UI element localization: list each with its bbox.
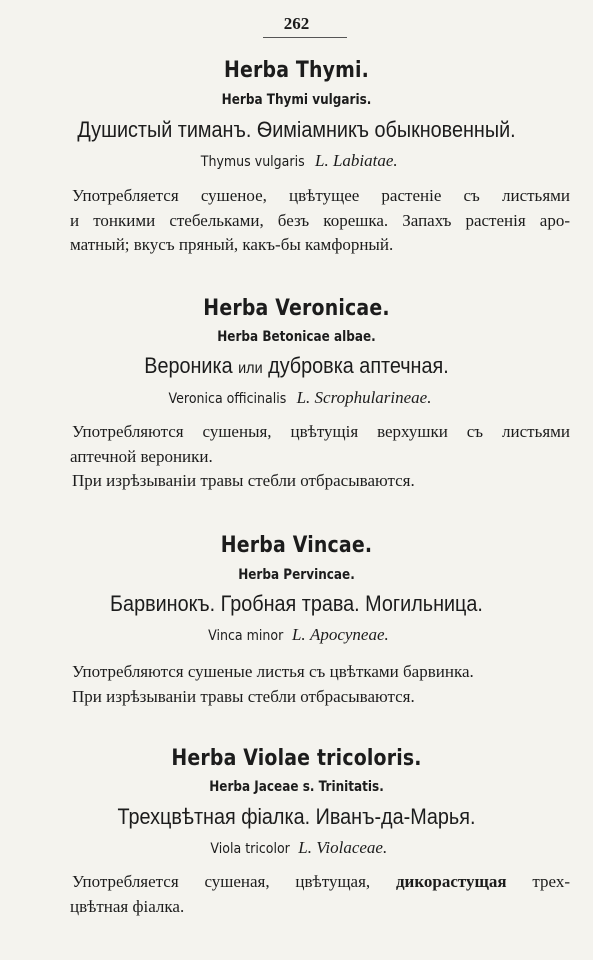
author: L. [296,388,311,407]
section-title-vincae: Herba Vincae. [220,533,373,558]
synonym-thymi: Herba Thymi vulgaris. [221,92,372,108]
page-number: 262 [283,14,310,33]
botanical-name-vincae [0,625,593,645]
text-line: аптечной вероники. [70,446,213,466]
text-line: матный; вкусъ пряный, какъ-бы камфорный. [70,235,394,254]
author: L. [291,625,306,644]
text-line: цвѣтная фіалка. [70,896,185,916]
section-title-thymi: Herba Thymi. [223,58,370,83]
text-part: трех- [532,872,571,891]
text-part: Употребляется сушеная, цвѣтущая, [72,872,371,891]
text-line: и тонкими стебельками, безъ корешка. Запахъ растенія аро- [70,210,570,230]
header-rule [263,37,347,38]
russian-name-b: дубровка аптечная. [268,353,449,378]
species: Veronica officinalis [168,391,286,407]
russian-name-vincae: Барвинокъ. Гробная трава. Могильница. [110,591,483,616]
species: Vinca minor [208,628,284,644]
section-title-violae: Herba Violae tricoloris. [171,746,422,771]
description-vincae [72,660,570,709]
russian-name-thymi: Душистый тиманъ. Ѳиміамникъ обыкновенный. [77,117,516,142]
author: L. [315,151,329,170]
family: Scrophularineae. [314,388,432,407]
botanical-name-thymi [0,151,593,171]
text-line: При изрѣзываніи травы стебли отбрасываются. [72,686,415,706]
botanical-name-violae [0,838,593,858]
description-violae [72,870,570,919]
species: Viola tricolor [210,841,290,857]
text-line: При изрѣзываніи травы стебли отбрасываются. [72,471,415,490]
russian-name-veronicae [30,353,564,379]
synonym-violae: Herba Jaceae s. Trinitatis. [209,779,384,795]
author: L. [298,838,312,857]
text-line [72,870,570,895]
russian-or: или [238,360,263,377]
synonym-veronicae: Herba Betonicae albae. [217,329,376,345]
text-line: Употребляется сушеное, цвѣтущее растеніе съ листьями [72,186,570,205]
russian-name-a: Вероника [144,353,233,378]
family: Violaceae. [316,838,388,857]
synonym-vincae: Herba Pervincae. [238,567,355,583]
text-bold: дикорастущая [395,872,507,891]
family: Labiatae. [332,151,398,170]
description-thymi [72,184,570,258]
species: Thymus vulgaris [201,154,305,170]
russian-name-violae: Трехцвѣтная фіалка. Иванъ-да-Марья. [117,804,476,829]
botanical-name-veronicae [0,388,593,408]
section-title-veronicae: Herba Veronicae. [203,296,390,321]
text-line: Употребляются сушеные листья съ цвѣтками барвинка. [72,662,474,681]
description-veronicae [72,420,570,494]
family: Apocyneae. [309,625,389,644]
text-line: Употребляются сушеныя, цвѣтущія верхушки съ листьями [72,422,570,441]
